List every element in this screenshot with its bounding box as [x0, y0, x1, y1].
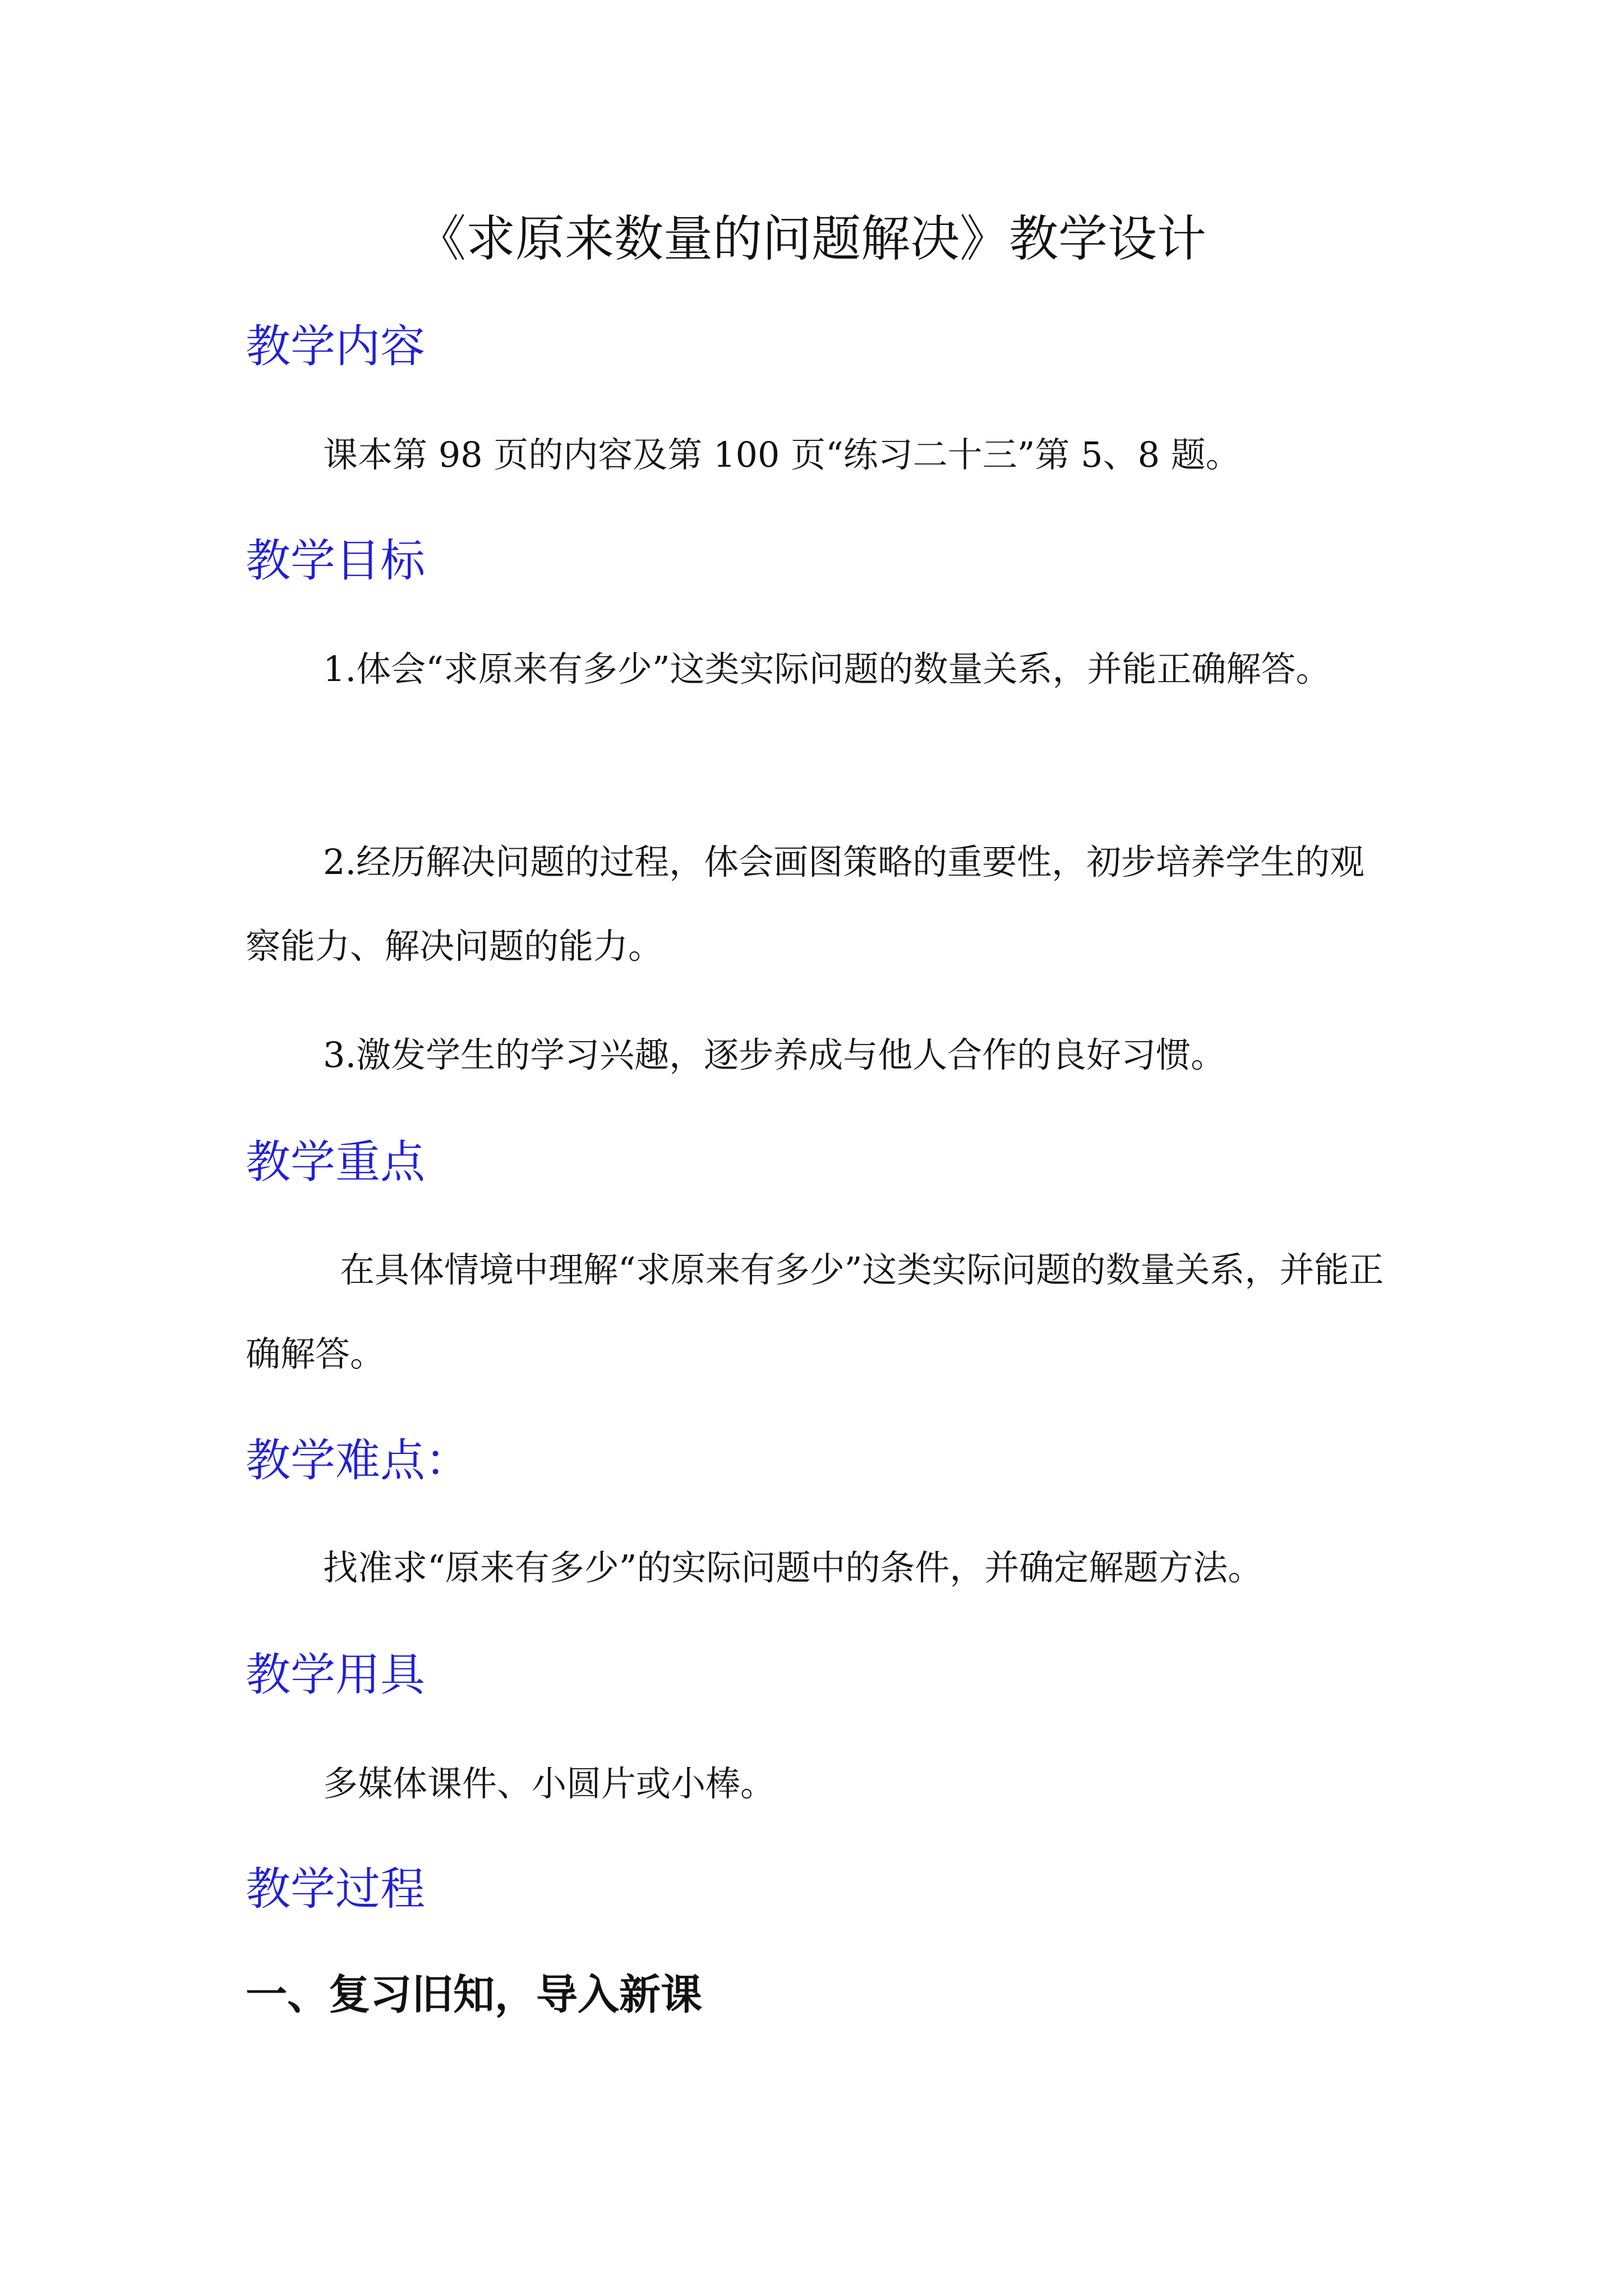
goal-item-2: 2.经历解决问题的过程，体会画图策略的重要性，初步培养学生的观察能力、解决问题的能力。	[246, 841, 1365, 967]
goal-item-1: 1.体会“求原来有多少”这类实际问题的数量关系，并能正确解答。	[323, 648, 1331, 689]
goal-item-3: 3.激发学生的学习兴趣，逐步养成与他人合作的良好习惯。	[323, 1034, 1226, 1075]
process-step-1-heading: 一、复习旧知，导入新课	[246, 1971, 702, 2019]
section-heading-tools: 教学用具	[246, 1649, 425, 1701]
section-heading-key-points: 教学重点	[246, 1136, 425, 1188]
section-heading-process: 教学过程	[246, 1863, 425, 1915]
content-paragraph: 课本第 98 页的内容及第 100 页“练习二十三”第 5、8 题。	[323, 434, 1241, 475]
section-heading-content: 教学内容	[246, 320, 425, 372]
document-title: 《求原来数量的问题解决》教学设计	[416, 210, 1206, 268]
difficulties-paragraph: 找准求“原来有多少”的实际问题中的条件，并确定解题方法。	[323, 1547, 1263, 1588]
section-heading-goals: 教学目标	[246, 535, 425, 587]
section-heading-difficulties: 教学难点：	[246, 1434, 470, 1487]
key-points-paragraph: 在具体情境中理解“求原来有多少”这类实际问题的数量关系，并能正确解答。	[246, 1249, 1384, 1374]
tools-paragraph: 多媒体课件、小圆片或小棒。	[323, 1763, 776, 1804]
